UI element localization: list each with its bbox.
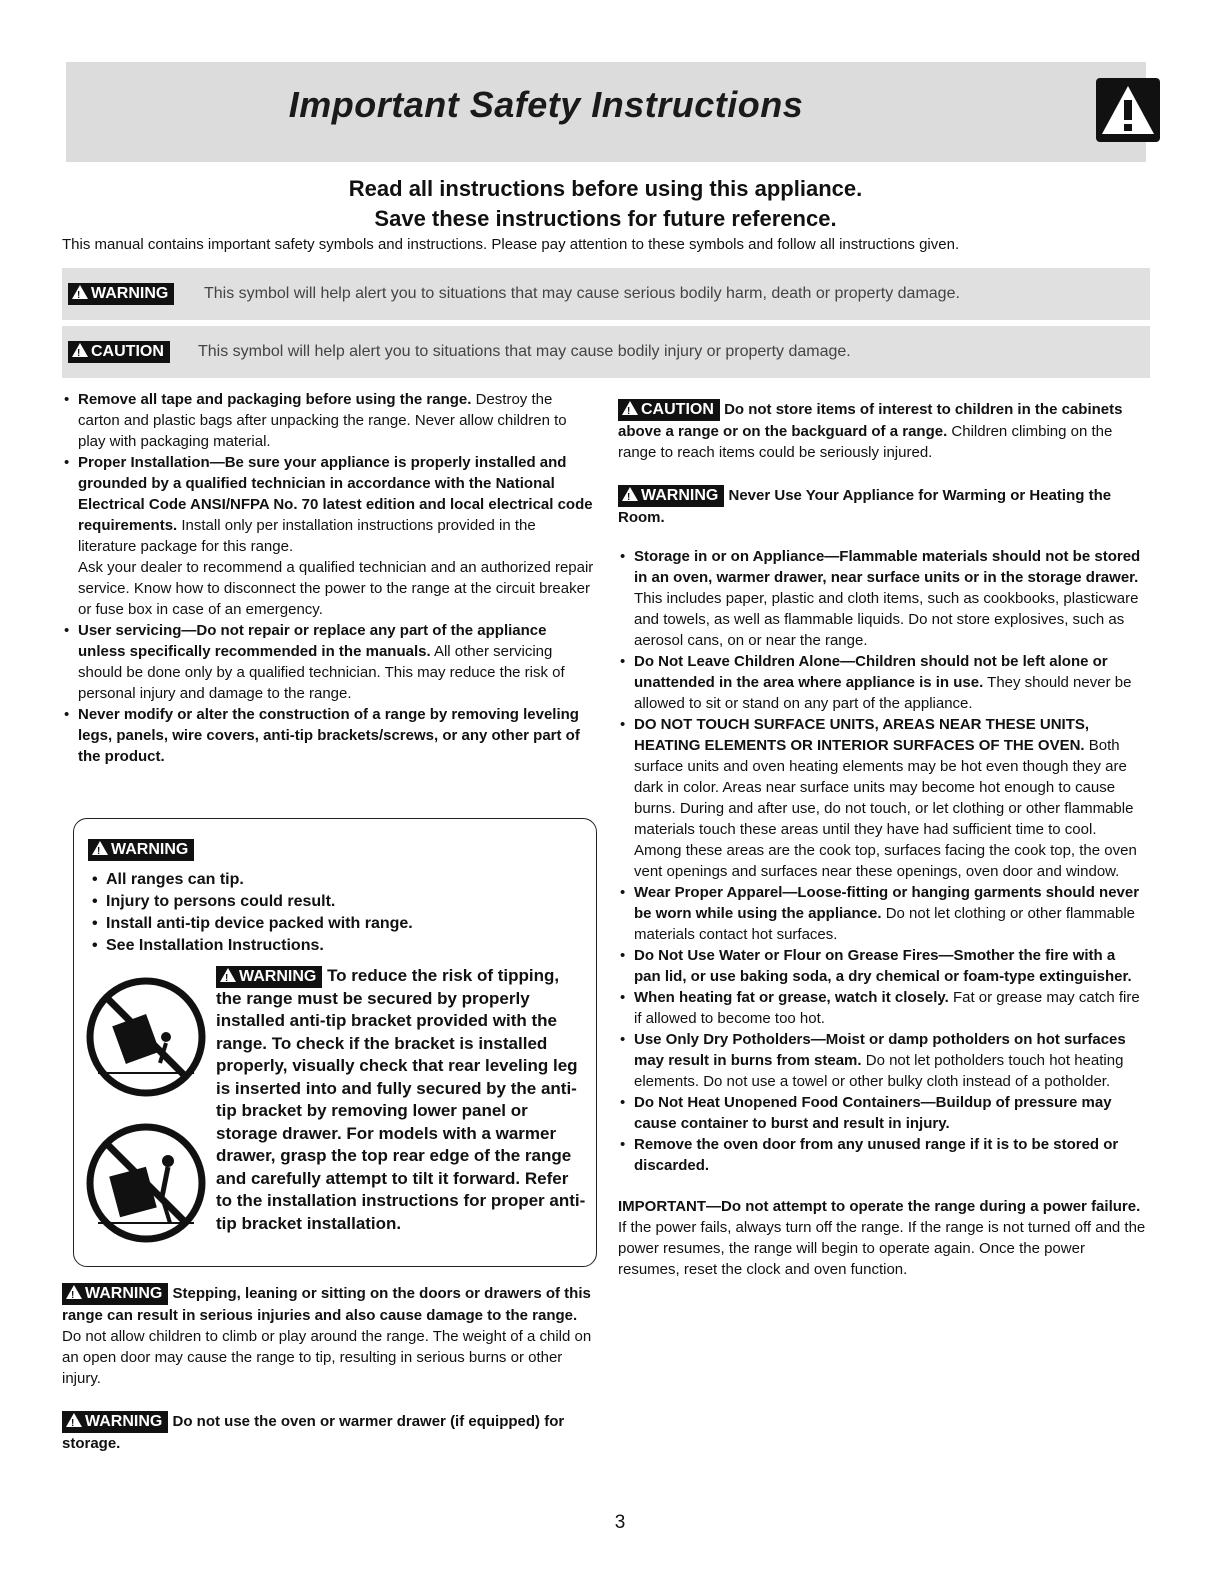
range-tip-icon (84, 975, 208, 1104)
caution-label: !CAUTION (618, 399, 720, 421)
warning-definition-text: This symbol will help alert you to situations that may cause serious bodily harm, death or property damage. (204, 285, 960, 302)
list-item: • User servicing—Do not repair or replace any part of the appliance unless specifically recommended in the manuals. All other servicing should be done only by a qualified technician. This may reduce the risk of personal injury and damage to the range. (62, 620, 597, 704)
storage-warning: !WARNING Do not use the oven or warmer drawer (if equipped) for storage. (62, 1411, 597, 1454)
header-banner (66, 62, 1146, 162)
range-tilt-icon (84, 1121, 208, 1250)
alert-icon (72, 285, 88, 299)
warning-label: !WARNING (618, 485, 724, 507)
list-item: • Do Not Use Water or Flour on Grease Fires—Smother the fire with a pan lid, or use baking soda, a dry chemical or foam-type extinguisher. (618, 945, 1146, 987)
list-item: • Never modify or alter the construction of a range by removing leveling legs, panels, wire covers, anti-tip brackets/screws, or any other part of the product. (62, 704, 597, 767)
list-item: • Remove all tape and packaging before using the range. Destroy the carton and plastic bags after unpacking the range. Never allow children to play with packaging material. (62, 389, 597, 452)
alert-icon (92, 841, 108, 855)
warning-label: !WARNING (68, 283, 174, 305)
power-failure-note: IMPORTANT—Do not attempt to operate the range during a power failure. If the power fails, always turn off the range. If the range is not turned off and the power resumes, the range will begin to operate again. Once the power resumes, reset the clock and oven function. (618, 1198, 1146, 1279)
paragraph: Ask your dealer to recommend a qualified technician and an authorized repair service. Know how to disconnect the power to the range at the circuit breaker or fuse box in case of an emergency. (78, 559, 594, 618)
warning-label: !WARNING (216, 966, 322, 988)
list-item: • Remove the oven door from any unused range if it is to be stored or discarded. (618, 1134, 1146, 1176)
list-item: • Do Not Heat Unopened Food Containers—Buildup of pressure may cause container to burst and result in injury. (618, 1092, 1146, 1134)
subtitle-save: Save these instructions for future reference. (374, 206, 837, 231)
right-column (618, 399, 1146, 1280)
list-item: • See Installation Instructions. (90, 935, 413, 957)
alert-icon (220, 968, 236, 982)
page-number: 3 (614, 1512, 626, 1533)
anti-tip-warning-box (73, 818, 597, 1267)
left-column (62, 389, 597, 767)
list-item: • Install anti-tip device packed with range. (90, 913, 413, 935)
alert-icon (622, 401, 638, 415)
list-item: • Use Only Dry Potholders—Moist or damp potholders on hot surfaces may result in burns from steam. Do not let potholders touch hot heating elements. Do not use a towel or other bulky cloth instead of a potholder. (618, 1029, 1146, 1092)
list-item: • DO NOT TOUCH SURFACE UNITS, AREAS NEAR THESE UNITS, HEATING ELEMENTS OR INTERIOR SURFACES OF THE OVEN. Both surface units and oven heating elements may be hot even though they are dark in color. Areas near surface units may become hot enough to cause burns. During and after use, do not touch, or let clothing or other flammable materials touch these areas until they have had sufficient time to cool. Among these areas are the cook top, surfaces facing the cook top, the oven vent openings and surfaces near these openings, oven door and window. (618, 714, 1146, 882)
warning-label: !WARNING (88, 839, 194, 861)
alert-icon (66, 1285, 82, 1299)
left-column-lower (62, 1283, 597, 1454)
alert-icon (622, 487, 638, 501)
subtitle-read: Read all instructions before using this appliance. (348, 176, 863, 201)
list-item: • Do Not Leave Children Alone—Children should not be left alone or unattended in the area where appliance is in use. They should never be allowed to sit or stand on any part of the appliance. (618, 651, 1146, 714)
list-item: • When heating fat or grease, watch it closely. Fat or grease may catch fire if allowed to become too hot. (618, 987, 1146, 1029)
warning-label: !WARNING (62, 1411, 168, 1433)
page-title: Important Safety Instructions (288, 84, 804, 125)
list-item: • Proper Installation—Be sure your appliance is properly installed and grounded by a qualified technician in accordance with the National Electrical Code ANSI/NFPA No. 70 latest edition and local electrical code requirements. Install only per installation instructions provided in the literature package for this range. (62, 452, 597, 557)
caution-definition-bar (62, 326, 1150, 378)
list-item: • All ranges can tip. (90, 869, 413, 891)
warning-label: !WARNING (62, 1283, 168, 1305)
list-item: • Wear Proper Apparel—Loose-fitting or hanging garments should never be worn while using the appliance. Do not let clothing or other flammable materials contact hot surfaces. (618, 882, 1146, 945)
caution-label: !CAUTION (68, 341, 170, 363)
children-caution: !CAUTION Do not store items of interest to children in the cabinets above a range or on the backguard of a range. Children climbing on the range to reach items could be seriously injured. (618, 399, 1146, 463)
alert-icon (66, 1413, 82, 1427)
alert-icon (72, 343, 88, 357)
list-item: • Injury to persons could result. (90, 891, 413, 913)
intro-text: This manual contains important safety symbols and instructions. Please pay attention to these symbols and follow all instructions given. (62, 236, 960, 253)
warning-definition-bar (62, 268, 1150, 320)
stepping-warning: !WARNING Stepping, leaning or sitting on the doors or drawers of this range can result in serious injuries and also cause damage to the range. Do not allow children to climb or play around the range. The weight of a child on an open door may cause the range to tip, resulting in serious burns or other injury. (62, 1283, 597, 1389)
warning-triangle-icon (1096, 78, 1160, 142)
anti-tip-instructions: !WARNING To reduce the risk of tipping, the range must be secured by properly installed anti-tip bracket provided with the range. To check if the bracket is installed properly, visually check that rear leveling leg is inserted into and fully secured by the anti-tip bracket by removing lower panel or storage drawer. For models with a warmer drawer, grasp the top rear edge of the range and carefully attempt to tilt it forward. Refer to the installation instructions for proper anti-tip bracket installation. (216, 965, 588, 1235)
caution-definition-text: This symbol will help alert you to situations that may cause bodily injury or property damage. (198, 343, 851, 360)
list-item: • Storage in or on Appliance—Flammable materials should not be stored in an oven, warmer drawer, near surface units or in the storage drawer. This includes paper, plastic and cloth items, such as cookbooks, plasticware and towels, as well as flammable liquids. Do not store explosives, such as aerosol cans, on or near the range. (618, 546, 1146, 651)
tip-warning-list (90, 869, 413, 957)
heating-warning: !WARNING Never Use Your Appliance for Warming or Heating the Room. (618, 485, 1146, 528)
